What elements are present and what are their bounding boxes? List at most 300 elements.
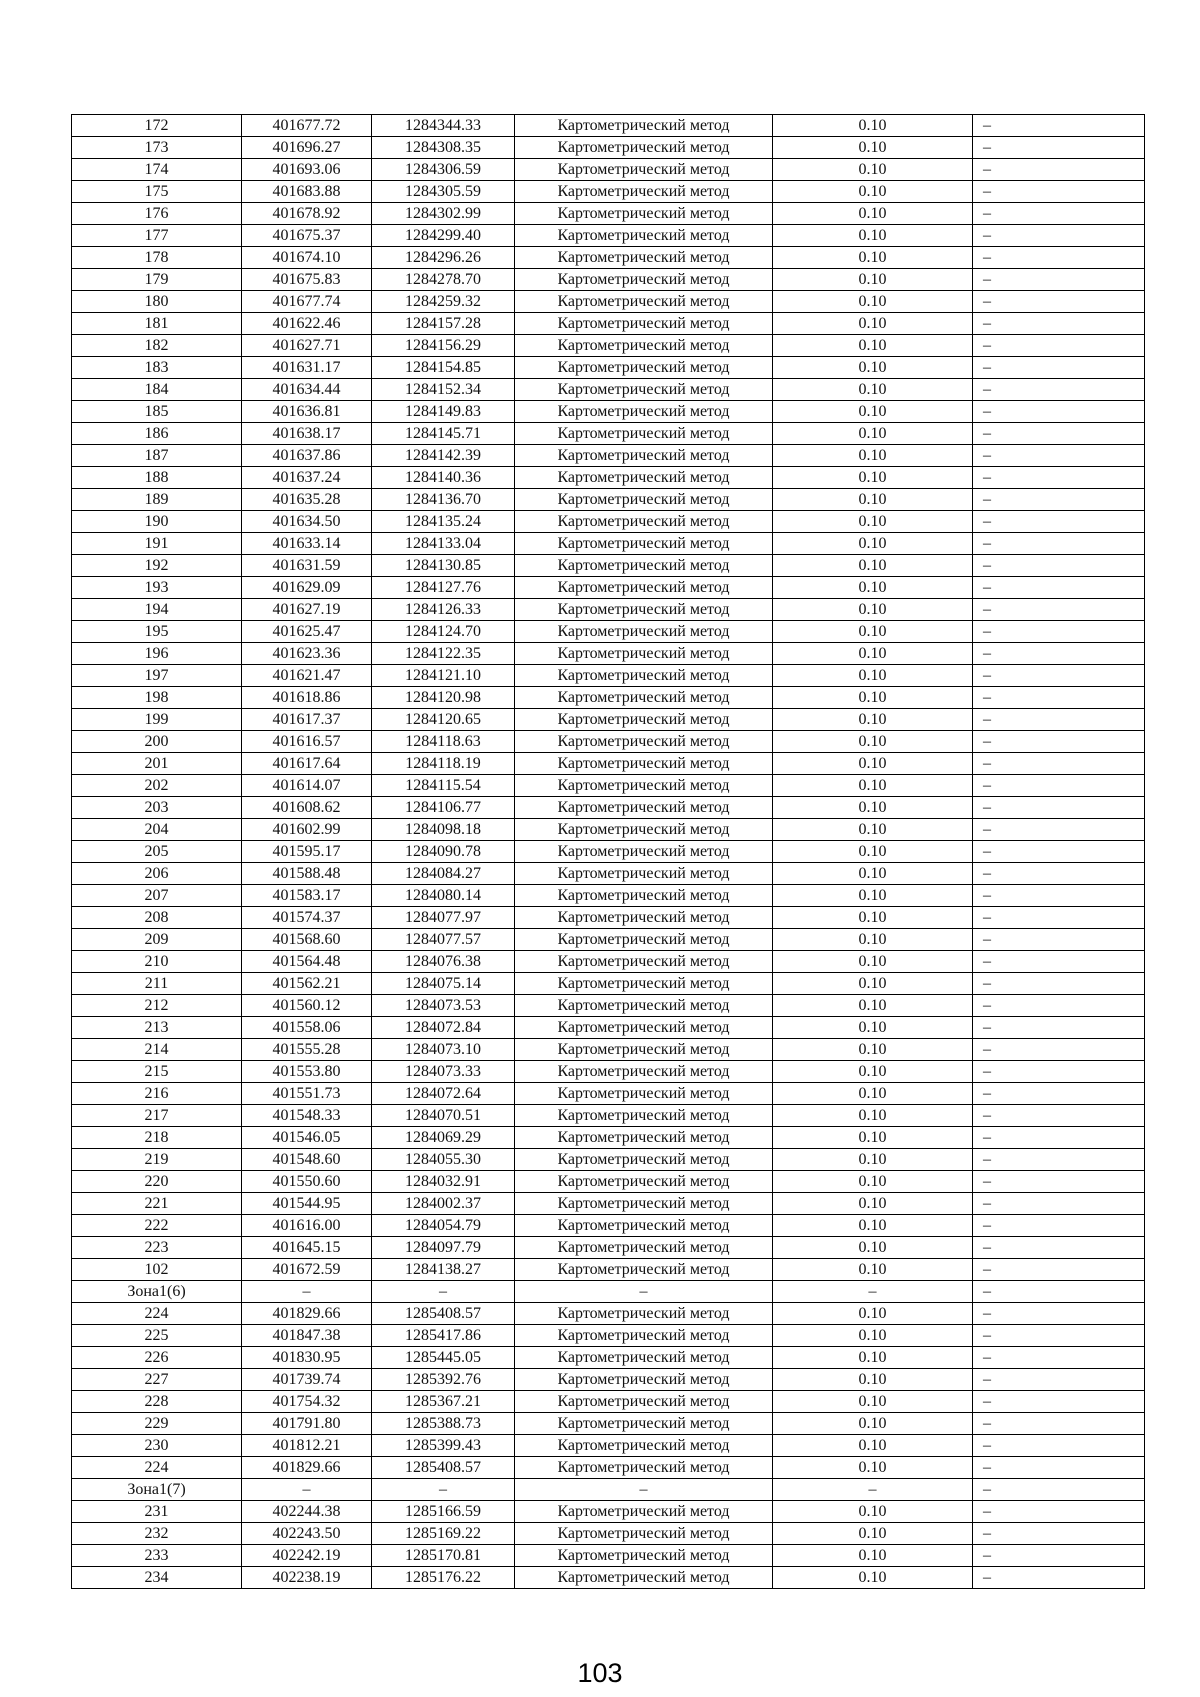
method-cell: Картометрический метод: [515, 423, 773, 445]
x-coordinate-cell: 401544.95: [242, 1193, 372, 1215]
accuracy-cell: 0.10: [773, 599, 973, 621]
point-number-cell: 218: [72, 1127, 242, 1149]
point-number-cell: 174: [72, 159, 242, 181]
y-coordinate-cell: 1284098.18: [372, 819, 515, 841]
table-row: [72, 1083, 1145, 1105]
point-number-cell: 187: [72, 445, 242, 467]
note-cell: –: [973, 1303, 1145, 1325]
note-cell: –: [973, 841, 1145, 863]
x-coordinate-cell: –: [242, 1281, 372, 1303]
x-coordinate-cell: 401812.21: [242, 1435, 372, 1457]
y-coordinate-cell: 1284077.97: [372, 907, 515, 929]
method-cell: Картометрический метод: [515, 1105, 773, 1127]
y-coordinate-cell: 1284149.83: [372, 401, 515, 423]
x-coordinate-cell: 401550.60: [242, 1171, 372, 1193]
method-cell: Картометрический метод: [515, 1149, 773, 1171]
method-cell: Картометрический метод: [515, 467, 773, 489]
method-cell: Картометрический метод: [515, 621, 773, 643]
x-coordinate-cell: 401675.37: [242, 225, 372, 247]
table-row: [72, 423, 1145, 445]
point-number-cell: Зона1(6): [72, 1281, 242, 1303]
table-row: [72, 1061, 1145, 1083]
accuracy-cell: 0.10: [773, 445, 973, 467]
y-coordinate-cell: 1284090.78: [372, 841, 515, 863]
x-coordinate-cell: 401555.28: [242, 1039, 372, 1061]
x-coordinate-cell: 401568.60: [242, 929, 372, 951]
table-row: [72, 1325, 1145, 1347]
table-row: [72, 951, 1145, 973]
zone-header-row: [72, 1479, 1145, 1501]
note-cell: –: [973, 995, 1145, 1017]
point-number-cell: 200: [72, 731, 242, 753]
note-cell: –: [973, 467, 1145, 489]
y-coordinate-cell: 1284138.27: [372, 1259, 515, 1281]
x-coordinate-cell: 401672.59: [242, 1259, 372, 1281]
x-coordinate-cell: 401739.74: [242, 1369, 372, 1391]
x-coordinate-cell: 401634.50: [242, 511, 372, 533]
point-number-cell: 184: [72, 379, 242, 401]
y-coordinate-cell: 1284069.29: [372, 1127, 515, 1149]
point-number-cell: 207: [72, 885, 242, 907]
point-number-cell: 202: [72, 775, 242, 797]
accuracy-cell: 0.10: [773, 1457, 973, 1479]
y-coordinate-cell: 1284122.35: [372, 643, 515, 665]
accuracy-cell: 0.10: [773, 995, 973, 1017]
note-cell: –: [973, 621, 1145, 643]
y-coordinate-cell: 1284152.34: [372, 379, 515, 401]
y-coordinate-cell: 1285176.22: [372, 1567, 515, 1589]
point-number-cell: 234: [72, 1567, 242, 1589]
point-number-cell: 189: [72, 489, 242, 511]
x-coordinate-cell: 401602.99: [242, 819, 372, 841]
method-cell: Картометрический метод: [515, 401, 773, 423]
point-number-cell: 173: [72, 137, 242, 159]
x-coordinate-cell: 401621.47: [242, 665, 372, 687]
point-number-cell: 203: [72, 797, 242, 819]
y-coordinate-cell: 1284073.53: [372, 995, 515, 1017]
accuracy-cell: 0.10: [773, 973, 973, 995]
method-cell: Картометрический метод: [515, 1237, 773, 1259]
y-coordinate-cell: 1284055.30: [372, 1149, 515, 1171]
x-coordinate-cell: 401608.62: [242, 797, 372, 819]
point-number-cell: 223: [72, 1237, 242, 1259]
note-cell: –: [973, 1083, 1145, 1105]
x-coordinate-cell: 401548.60: [242, 1149, 372, 1171]
table-row: [72, 159, 1145, 181]
point-number-cell: 233: [72, 1545, 242, 1567]
y-coordinate-cell: 1284308.35: [372, 137, 515, 159]
accuracy-cell: 0.10: [773, 357, 973, 379]
table-row: [72, 621, 1145, 643]
method-cell: Картометрический метод: [515, 137, 773, 159]
method-cell: Картометрический метод: [515, 1303, 773, 1325]
method-cell: Картометрический метод: [515, 335, 773, 357]
x-coordinate-cell: 401614.07: [242, 775, 372, 797]
coordinates-table: [71, 114, 1145, 1589]
method-cell: –: [515, 1479, 773, 1501]
table-row: [72, 247, 1145, 269]
point-number-cell: 197: [72, 665, 242, 687]
note-cell: –: [973, 1193, 1145, 1215]
point-number-cell: 204: [72, 819, 242, 841]
x-coordinate-cell: 401645.15: [242, 1237, 372, 1259]
method-cell: Картометрический метод: [515, 1127, 773, 1149]
x-coordinate-cell: 401583.17: [242, 885, 372, 907]
accuracy-cell: 0.10: [773, 665, 973, 687]
x-coordinate-cell: 401637.24: [242, 467, 372, 489]
accuracy-cell: 0.10: [773, 1259, 973, 1281]
note-cell: –: [973, 401, 1145, 423]
x-coordinate-cell: 401625.47: [242, 621, 372, 643]
accuracy-cell: 0.10: [773, 1171, 973, 1193]
accuracy-cell: 0.10: [773, 423, 973, 445]
note-cell: –: [973, 1413, 1145, 1435]
table-row: [72, 1523, 1145, 1545]
note-cell: –: [973, 357, 1145, 379]
accuracy-cell: 0.10: [773, 819, 973, 841]
point-number-cell: 182: [72, 335, 242, 357]
point-number-cell: 180: [72, 291, 242, 313]
y-coordinate-cell: 1284097.79: [372, 1237, 515, 1259]
note-cell: –: [973, 1281, 1145, 1303]
point-number-cell: 176: [72, 203, 242, 225]
point-number-cell: 221: [72, 1193, 242, 1215]
y-coordinate-cell: 1284002.37: [372, 1193, 515, 1215]
table-row: [72, 1237, 1145, 1259]
x-coordinate-cell: 401558.06: [242, 1017, 372, 1039]
x-coordinate-cell: 401829.66: [242, 1457, 372, 1479]
y-coordinate-cell: 1285392.76: [372, 1369, 515, 1391]
y-coordinate-cell: 1284133.04: [372, 533, 515, 555]
point-number-cell: Зона1(7): [72, 1479, 242, 1501]
y-coordinate-cell: 1284080.14: [372, 885, 515, 907]
y-coordinate-cell: 1284126.33: [372, 599, 515, 621]
y-coordinate-cell: 1284070.51: [372, 1105, 515, 1127]
point-number-cell: 181: [72, 313, 242, 335]
note-cell: –: [973, 731, 1145, 753]
x-coordinate-cell: 401693.06: [242, 159, 372, 181]
accuracy-cell: 0.10: [773, 269, 973, 291]
note-cell: –: [973, 819, 1145, 841]
table-row: [72, 775, 1145, 797]
y-coordinate-cell: 1285408.57: [372, 1303, 515, 1325]
accuracy-cell: 0.10: [773, 401, 973, 423]
accuracy-cell: 0.10: [773, 1105, 973, 1127]
point-number-cell: 217: [72, 1105, 242, 1127]
x-coordinate-cell: 401574.37: [242, 907, 372, 929]
accuracy-cell: 0.10: [773, 1501, 973, 1523]
accuracy-cell: 0.10: [773, 1039, 973, 1061]
y-coordinate-cell: 1284118.63: [372, 731, 515, 753]
y-coordinate-cell: 1284120.98: [372, 687, 515, 709]
method-cell: Картометрический метод: [515, 1545, 773, 1567]
note-cell: –: [973, 1435, 1145, 1457]
accuracy-cell: 0.10: [773, 775, 973, 797]
table-row: [72, 1369, 1145, 1391]
x-coordinate-cell: 401633.14: [242, 533, 372, 555]
note-cell: –: [973, 247, 1145, 269]
point-number-cell: 175: [72, 181, 242, 203]
table-row: [72, 357, 1145, 379]
note-cell: –: [973, 577, 1145, 599]
point-number-cell: 205: [72, 841, 242, 863]
method-cell: Картометрический метод: [515, 1039, 773, 1061]
x-coordinate-cell: 401627.71: [242, 335, 372, 357]
point-number-cell: 213: [72, 1017, 242, 1039]
note-cell: –: [973, 269, 1145, 291]
point-number-cell: 215: [72, 1061, 242, 1083]
y-coordinate-cell: 1285169.22: [372, 1523, 515, 1545]
note-cell: –: [973, 863, 1145, 885]
note-cell: –: [973, 225, 1145, 247]
point-number-cell: 216: [72, 1083, 242, 1105]
x-coordinate-cell: 401636.81: [242, 401, 372, 423]
y-coordinate-cell: 1284106.77: [372, 797, 515, 819]
table-row: [72, 401, 1145, 423]
note-cell: –: [973, 1391, 1145, 1413]
table-row: [72, 1347, 1145, 1369]
x-coordinate-cell: 401631.59: [242, 555, 372, 577]
table-row: [72, 709, 1145, 731]
note-cell: –: [973, 533, 1145, 555]
x-coordinate-cell: 401696.27: [242, 137, 372, 159]
note-cell: –: [973, 775, 1145, 797]
x-coordinate-cell: 401631.17: [242, 357, 372, 379]
y-coordinate-cell: 1284077.57: [372, 929, 515, 951]
accuracy-cell: 0.10: [773, 621, 973, 643]
accuracy-cell: 0.10: [773, 731, 973, 753]
accuracy-cell: 0.10: [773, 841, 973, 863]
table-row: [72, 577, 1145, 599]
y-coordinate-cell: 1285388.73: [372, 1413, 515, 1435]
method-cell: Картометрический метод: [515, 291, 773, 313]
x-coordinate-cell: 401616.57: [242, 731, 372, 753]
accuracy-cell: 0.10: [773, 137, 973, 159]
note-cell: –: [973, 687, 1145, 709]
y-coordinate-cell: 1284115.54: [372, 775, 515, 797]
x-coordinate-cell: 401616.00: [242, 1215, 372, 1237]
table-row: [72, 643, 1145, 665]
y-coordinate-cell: 1284121.10: [372, 665, 515, 687]
method-cell: Картометрический метод: [515, 1325, 773, 1347]
x-coordinate-cell: 401847.38: [242, 1325, 372, 1347]
method-cell: Картометрический метод: [515, 753, 773, 775]
table-row: [72, 533, 1145, 555]
method-cell: Картометрический метод: [515, 1171, 773, 1193]
accuracy-cell: 0.10: [773, 489, 973, 511]
y-coordinate-cell: 1285166.59: [372, 1501, 515, 1523]
table-row: [72, 1567, 1145, 1589]
table-row: [72, 929, 1145, 951]
y-coordinate-cell: 1285408.57: [372, 1457, 515, 1479]
x-coordinate-cell: 401551.73: [242, 1083, 372, 1105]
method-cell: Картометрический метод: [515, 797, 773, 819]
accuracy-cell: 0.10: [773, 1149, 973, 1171]
x-coordinate-cell: –: [242, 1479, 372, 1501]
note-cell: –: [973, 203, 1145, 225]
y-coordinate-cell: 1284118.19: [372, 753, 515, 775]
y-coordinate-cell: 1284076.38: [372, 951, 515, 973]
accuracy-cell: 0.10: [773, 797, 973, 819]
note-cell: –: [973, 1127, 1145, 1149]
method-cell: Картометрический метод: [515, 1501, 773, 1523]
x-coordinate-cell: 402242.19: [242, 1545, 372, 1567]
method-cell: Картометрический метод: [515, 555, 773, 577]
point-number-cell: 188: [72, 467, 242, 489]
point-number-cell: 102: [72, 1259, 242, 1281]
accuracy-cell: 0.10: [773, 511, 973, 533]
point-number-cell: 201: [72, 753, 242, 775]
method-cell: Картометрический метод: [515, 445, 773, 467]
note-cell: –: [973, 709, 1145, 731]
method-cell: Картометрический метод: [515, 1017, 773, 1039]
point-number-cell: 185: [72, 401, 242, 423]
point-number-cell: 210: [72, 951, 242, 973]
x-coordinate-cell: 401595.17: [242, 841, 372, 863]
x-coordinate-cell: 401677.72: [242, 115, 372, 137]
page-number: 103: [577, 1658, 623, 1688]
y-coordinate-cell: 1284032.91: [372, 1171, 515, 1193]
accuracy-cell: 0.10: [773, 1193, 973, 1215]
method-cell: Картометрический метод: [515, 643, 773, 665]
accuracy-cell: 0.10: [773, 687, 973, 709]
method-cell: Картометрический метод: [515, 159, 773, 181]
accuracy-cell: 0.10: [773, 1347, 973, 1369]
accuracy-cell: 0.10: [773, 379, 973, 401]
method-cell: Картометрический метод: [515, 951, 773, 973]
y-coordinate-cell: 1284296.26: [372, 247, 515, 269]
note-cell: –: [973, 1567, 1145, 1589]
note-cell: –: [973, 753, 1145, 775]
note-cell: –: [973, 159, 1145, 181]
accuracy-cell: 0.10: [773, 863, 973, 885]
accuracy-cell: 0.10: [773, 1325, 973, 1347]
note-cell: –: [973, 1171, 1145, 1193]
x-coordinate-cell: 401623.36: [242, 643, 372, 665]
table-row: [72, 863, 1145, 885]
accuracy-cell: 0.10: [773, 291, 973, 313]
method-cell: Картометрический метод: [515, 885, 773, 907]
y-coordinate-cell: 1284135.24: [372, 511, 515, 533]
y-coordinate-cell: 1284302.99: [372, 203, 515, 225]
table-row: [72, 379, 1145, 401]
note-cell: –: [973, 181, 1145, 203]
point-number-cell: 214: [72, 1039, 242, 1061]
accuracy-cell: 0.10: [773, 951, 973, 973]
accuracy-cell: 0.10: [773, 1083, 973, 1105]
method-cell: Картометрический метод: [515, 1567, 773, 1589]
method-cell: Картометрический метод: [515, 489, 773, 511]
point-number-cell: 222: [72, 1215, 242, 1237]
table-row: [72, 1039, 1145, 1061]
method-cell: Картометрический метод: [515, 1347, 773, 1369]
method-cell: Картометрический метод: [515, 511, 773, 533]
table-row: [72, 665, 1145, 687]
note-cell: –: [973, 973, 1145, 995]
x-coordinate-cell: 401622.46: [242, 313, 372, 335]
note-cell: –: [973, 1061, 1145, 1083]
point-number-cell: 178: [72, 247, 242, 269]
point-number-cell: 225: [72, 1325, 242, 1347]
accuracy-cell: 0.10: [773, 643, 973, 665]
method-cell: Картометрический метод: [515, 863, 773, 885]
table-row: [72, 269, 1145, 291]
y-coordinate-cell: 1284259.32: [372, 291, 515, 313]
accuracy-cell: 0.10: [773, 1435, 973, 1457]
table-row: [72, 973, 1145, 995]
x-coordinate-cell: 401635.28: [242, 489, 372, 511]
point-number-cell: 219: [72, 1149, 242, 1171]
note-cell: –: [973, 1347, 1145, 1369]
y-coordinate-cell: 1284306.59: [372, 159, 515, 181]
method-cell: Картометрический метод: [515, 1193, 773, 1215]
note-cell: –: [973, 379, 1145, 401]
method-cell: Картометрический метод: [515, 357, 773, 379]
y-coordinate-cell: 1284145.71: [372, 423, 515, 445]
y-coordinate-cell: 1284344.33: [372, 115, 515, 137]
method-cell: Картометрический метод: [515, 599, 773, 621]
y-coordinate-cell: 1284136.70: [372, 489, 515, 511]
note-cell: –: [973, 137, 1145, 159]
y-coordinate-cell: 1284075.14: [372, 973, 515, 995]
note-cell: –: [973, 423, 1145, 445]
method-cell: Картометрический метод: [515, 665, 773, 687]
method-cell: Картометрический метод: [515, 1259, 773, 1281]
point-number-cell: 190: [72, 511, 242, 533]
point-number-cell: 231: [72, 1501, 242, 1523]
point-number-cell: 224: [72, 1303, 242, 1325]
x-coordinate-cell: 402243.50: [242, 1523, 372, 1545]
y-coordinate-cell: 1284073.10: [372, 1039, 515, 1061]
note-cell: –: [973, 489, 1145, 511]
point-number-cell: 172: [72, 115, 242, 137]
method-cell: Картометрический метод: [515, 225, 773, 247]
method-cell: Картометрический метод: [515, 995, 773, 1017]
y-coordinate-cell: 1285445.05: [372, 1347, 515, 1369]
note-cell: –: [973, 445, 1145, 467]
x-coordinate-cell: 402238.19: [242, 1567, 372, 1589]
point-number-cell: 196: [72, 643, 242, 665]
note-cell: –: [973, 1457, 1145, 1479]
method-cell: Картометрический метод: [515, 907, 773, 929]
table-row: [72, 467, 1145, 489]
y-coordinate-cell: 1284157.28: [372, 313, 515, 335]
method-cell: Картометрический метод: [515, 313, 773, 335]
method-cell: Картометрический метод: [515, 687, 773, 709]
point-number-cell: 220: [72, 1171, 242, 1193]
method-cell: Картометрический метод: [515, 577, 773, 599]
table-row: [72, 137, 1145, 159]
point-number-cell: 232: [72, 1523, 242, 1545]
accuracy-cell: 0.10: [773, 335, 973, 357]
table-row: [72, 1127, 1145, 1149]
y-coordinate-cell: 1284142.39: [372, 445, 515, 467]
note-cell: –: [973, 1501, 1145, 1523]
table-row: [72, 445, 1145, 467]
y-coordinate-cell: 1284278.70: [372, 269, 515, 291]
point-number-cell: 194: [72, 599, 242, 621]
note-cell: –: [973, 335, 1145, 357]
method-cell: Картометрический метод: [515, 973, 773, 995]
y-coordinate-cell: –: [372, 1281, 515, 1303]
table-row: [72, 687, 1145, 709]
x-coordinate-cell: 401754.32: [242, 1391, 372, 1413]
table-row: [72, 819, 1145, 841]
point-number-cell: 229: [72, 1413, 242, 1435]
accuracy-cell: 0.10: [773, 1061, 973, 1083]
method-cell: Картометрический метод: [515, 709, 773, 731]
accuracy-cell: 0.10: [773, 1215, 973, 1237]
